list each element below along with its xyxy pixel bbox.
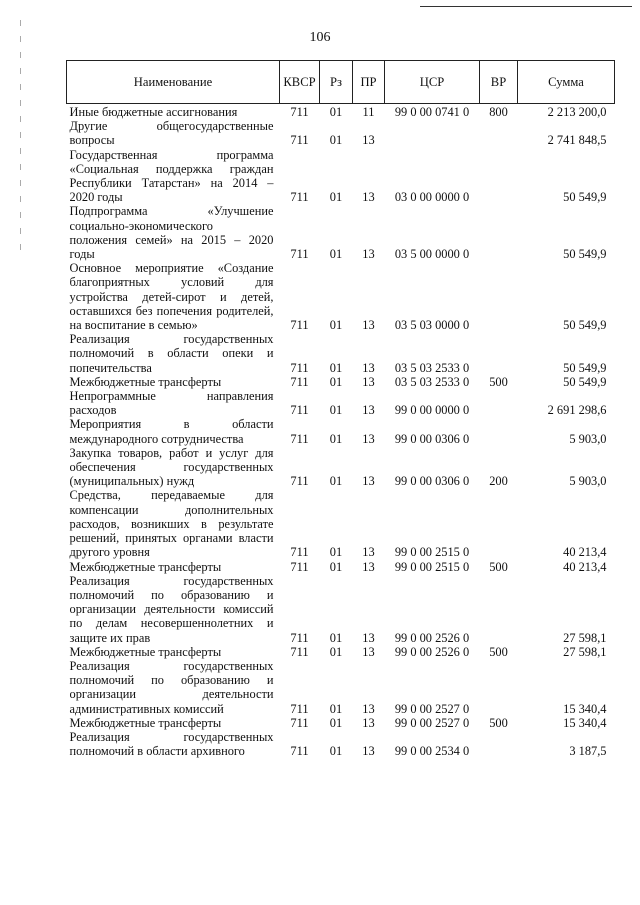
cell-rz: 01 [329, 715, 343, 730]
table-header-row [67, 61, 615, 104]
cell-name: Средства, передаваемые для компенсации дополнительных расходов, возникших в результате решений, принятых органами власти другого уровня [69, 488, 274, 560]
table-row [67, 560, 615, 574]
header-csr: ЦСР [385, 61, 480, 104]
cell-kvsr: 711 [290, 644, 309, 659]
cell-csr: 99 0 00 2527 0 [394, 701, 470, 716]
cell-kvsr: 711 [290, 247, 309, 262]
cell-sum: 5 903,0 [569, 474, 607, 489]
cell-sum: 2 691 298,6 [547, 403, 607, 418]
cell-rz: 01 [329, 644, 343, 659]
cell-rz: 01 [329, 403, 343, 418]
cell-sum: 50 549,9 [563, 318, 607, 333]
cell-sum: 50 549,9 [563, 374, 607, 389]
cell-name: Государственная программа «Социальная поддержка граждан Республики Татарстан» на 2014 – 2020 годы [69, 147, 274, 205]
cell-name: Реализация государственных полномочий в области опеки и попечительства [69, 332, 274, 375]
cell-vr [480, 659, 518, 716]
header-rz: Рз [320, 61, 353, 104]
cell-pr: 13 [362, 403, 375, 418]
cell-kvsr: 711 [290, 318, 309, 333]
table-row [67, 332, 615, 375]
table-row [67, 261, 615, 332]
cell-vr: 500 [489, 559, 508, 574]
cell-rz: 01 [329, 701, 343, 716]
cell-rz: 01 [329, 474, 343, 489]
cell-kvsr: 711 [290, 545, 309, 560]
cell-rz: 01 [329, 190, 343, 205]
cell-name: Подпрограмма «Улучшение социально-экономического положения семей» на 2015 – 2020 годы [69, 204, 274, 262]
cell-csr: 03 0 00 0000 0 [394, 190, 470, 205]
cell-vr [480, 261, 518, 332]
cell-pr: 13 [362, 318, 375, 333]
cell-sum: 27 598,1 [563, 644, 607, 659]
table-row [67, 389, 615, 417]
cell-vr: 500 [489, 644, 508, 659]
cell-kvsr: 711 [290, 190, 309, 205]
cell-vr: 800 [489, 105, 508, 119]
cell-csr: 99 0 00 2526 0 [394, 644, 470, 659]
cell-sum: 40 213,4 [563, 559, 607, 574]
cell-rz: 01 [329, 360, 343, 375]
cell-vr [480, 389, 518, 417]
cell-vr [480, 332, 518, 375]
cell-pr: 13 [362, 190, 375, 205]
table-row [67, 417, 615, 445]
table-row [67, 204, 615, 261]
cell-kvsr: 711 [290, 105, 309, 119]
cell-rz: 01 [329, 744, 343, 759]
cell-pr: 13 [362, 247, 375, 262]
cell-pr: 13 [362, 474, 375, 489]
cell-sum: 3 187,5 [569, 744, 607, 759]
cell-name: Иные бюджетные ассигнования [69, 105, 238, 119]
cell-name: Реализация государственных полномочий в области архивного [69, 729, 274, 759]
cell-vr: 500 [489, 374, 508, 389]
cell-rz: 01 [329, 630, 343, 645]
cell-pr: 13 [362, 644, 375, 659]
cell-rz: 01 [329, 133, 343, 148]
cell-kvsr: 711 [290, 403, 309, 418]
cell-kvsr: 711 [290, 360, 309, 375]
cell-vr [480, 488, 518, 559]
cell-csr: 03 5 03 2533 0 [394, 374, 470, 389]
cell-rz: 01 [329, 431, 343, 446]
cell-csr: 99 0 00 2515 0 [394, 545, 470, 560]
cell-pr: 13 [362, 431, 375, 446]
cell-vr [480, 417, 518, 445]
cell-csr: 99 0 00 2527 0 [394, 715, 470, 730]
cell-name: Межбюджетные трансферты [69, 715, 222, 730]
cell-name: Другие общегосударственные вопросы [69, 119, 274, 148]
cell-sum: 15 340,4 [563, 715, 607, 730]
cell-pr: 13 [362, 630, 375, 645]
cell-sum: 50 549,9 [563, 190, 607, 205]
cell-pr: 13 [362, 744, 375, 759]
table-row [67, 488, 615, 559]
cell-rz: 01 [329, 559, 343, 574]
cell-vr [480, 148, 518, 205]
cell-csr: 99 0 00 2534 0 [394, 744, 470, 759]
cell-name: Закупка товаров, работ и услуг для обеспечения государственных (муниципальных) нужд [69, 445, 274, 489]
cell-kvsr: 711 [290, 133, 309, 148]
cell-csr: 03 5 00 0000 0 [394, 247, 470, 262]
page-number: 106 [309, 30, 331, 45]
cell-name: Основное мероприятие «Создание благоприятных условий для устройства детей-сирот и детей, оставшихся без попечения родителей, на воспитание в семью» [69, 261, 274, 333]
cell-csr: 03 5 03 0000 0 [394, 318, 470, 333]
cell-kvsr: 711 [290, 559, 309, 574]
budget-table [66, 60, 615, 758]
cell-pr: 11 [362, 105, 375, 119]
table-row [67, 659, 615, 716]
cell-rz: 01 [329, 247, 343, 262]
cell-name: Мероприятия в области международного сотрудничества [69, 417, 274, 446]
cell-sum: 27 598,1 [563, 630, 607, 645]
cell-pr: 13 [362, 559, 375, 574]
top-rule [420, 6, 632, 7]
cell-sum: 50 549,9 [563, 247, 607, 262]
cell-sum: 50 549,9 [563, 360, 607, 375]
table-body [67, 104, 615, 759]
cell-name: Реализация государственных полномочий по образованию и организации деятельности административных комиссий [69, 658, 274, 716]
table-row [67, 574, 615, 645]
margin-ticks [20, 20, 21, 260]
table-row [67, 645, 615, 659]
cell-csr: 99 0 00 2515 0 [394, 559, 470, 574]
cell-vr [480, 574, 518, 645]
cell-vr [480, 119, 518, 147]
cell-name: Межбюджетные трансферты [69, 559, 222, 574]
cell-vr: 200 [489, 474, 508, 489]
cell-rz: 01 [329, 105, 343, 119]
cell-kvsr: 711 [290, 630, 309, 645]
cell-kvsr: 711 [290, 701, 309, 716]
table-row [67, 375, 615, 389]
cell-pr: 13 [362, 545, 375, 560]
cell-vr [480, 204, 518, 261]
cell-sum: 2 741 848,5 [547, 133, 607, 148]
cell-csr: 99 0 00 0306 0 [394, 474, 470, 489]
cell-pr: 13 [362, 701, 375, 716]
cell-vr: 500 [489, 715, 508, 730]
cell-rz: 01 [329, 374, 343, 389]
cell-pr: 13 [362, 374, 375, 389]
cell-name: Реализация государственных полномочий по образованию и организации деятельности комиссий по делам несовершеннолетних и защите их прав [69, 573, 274, 645]
cell-pr: 13 [362, 715, 375, 730]
cell-kvsr: 711 [290, 431, 309, 446]
header-kvsr: КВСР [280, 61, 320, 104]
header-sum: Сумма [518, 61, 615, 104]
cell-kvsr: 711 [290, 715, 309, 730]
cell-name: Межбюджетные трансферты [69, 374, 222, 389]
header-vr: ВР [480, 61, 518, 104]
cell-rz: 01 [329, 545, 343, 560]
cell-csr [385, 119, 480, 147]
table-row [67, 104, 615, 120]
cell-sum: 5 903,0 [569, 431, 607, 446]
table-row [67, 119, 615, 147]
cell-csr: 99 0 00 2526 0 [394, 630, 470, 645]
table-row [67, 730, 615, 758]
header-name: Наименование [67, 61, 280, 104]
cell-pr: 13 [362, 133, 375, 148]
cell-csr: 03 5 03 2533 0 [394, 360, 470, 375]
cell-name: Непрограммные направления расходов [69, 389, 274, 418]
table-row [67, 716, 615, 730]
cell-rz: 01 [329, 318, 343, 333]
cell-kvsr: 711 [290, 474, 309, 489]
cell-sum: 2 213 200,0 [547, 105, 607, 119]
cell-csr: 99 0 00 0000 0 [394, 403, 470, 418]
header-pr: ПР [353, 61, 385, 104]
table-row [67, 148, 615, 205]
cell-pr: 13 [362, 360, 375, 375]
cell-vr [480, 730, 518, 758]
cell-csr: 99 0 00 0306 0 [394, 431, 470, 446]
cell-sum: 15 340,4 [563, 701, 607, 716]
cell-csr: 99 0 00 0741 0 [394, 105, 470, 119]
cell-kvsr: 711 [290, 374, 309, 389]
cell-sum: 40 213,4 [563, 545, 607, 560]
cell-name: Межбюджетные трансферты [69, 644, 222, 659]
table-row [67, 446, 615, 489]
cell-kvsr: 711 [290, 744, 309, 759]
